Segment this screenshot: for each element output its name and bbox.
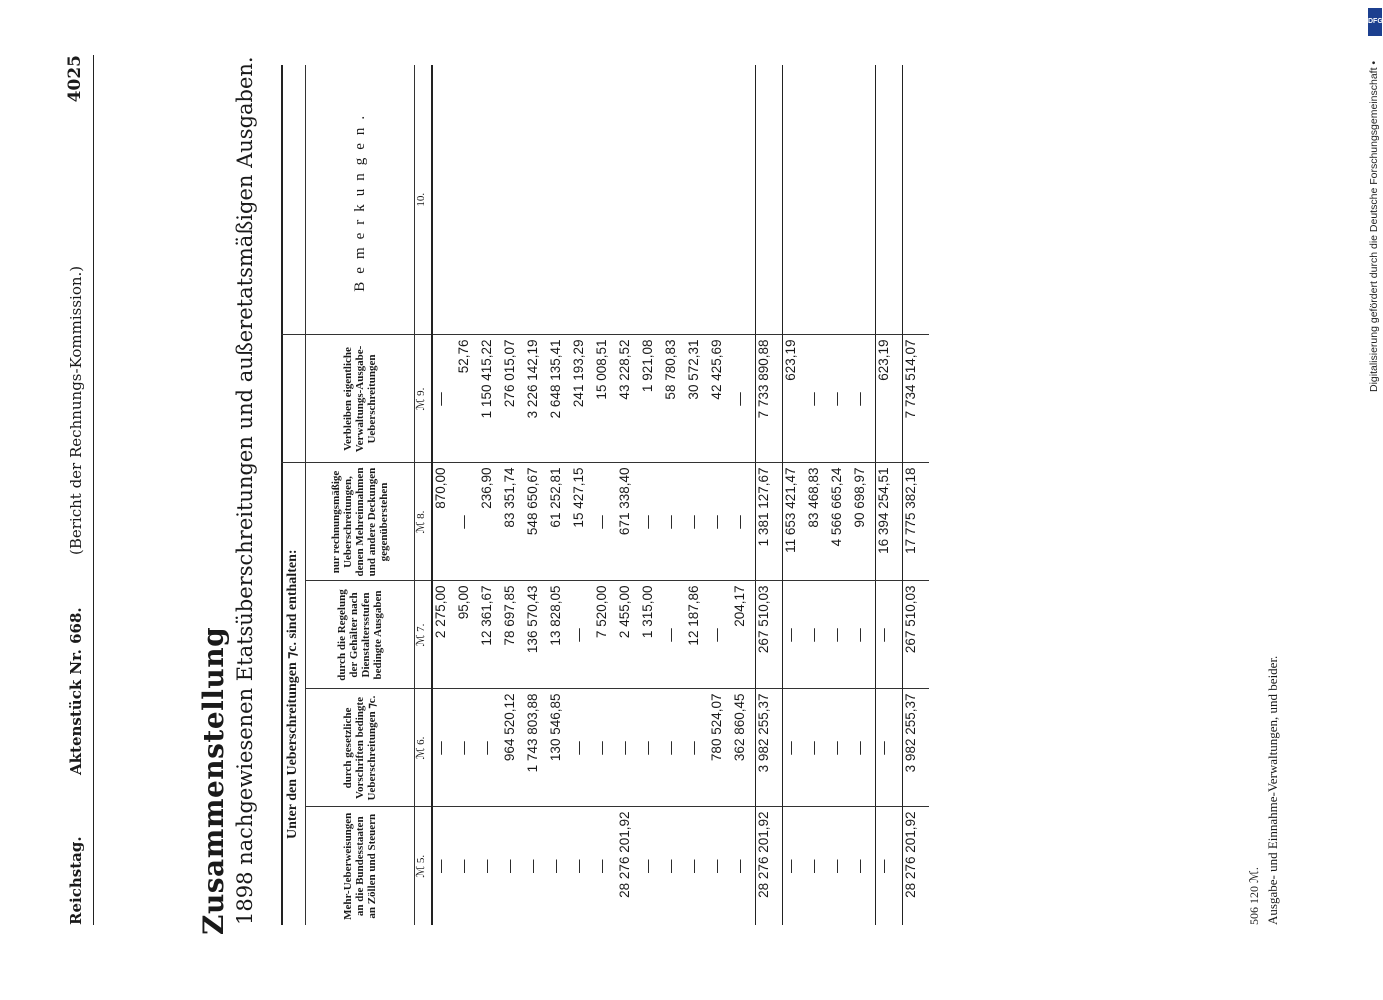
- subtotal-cell: —: [876, 581, 903, 689]
- total-cell: [903, 65, 930, 335]
- table-cell: 276 015,07: [502, 335, 525, 463]
- subtotal-row: [876, 65, 903, 925]
- table-cell: 61 252,81: [548, 463, 571, 581]
- subtotal-cell: —: [876, 689, 903, 807]
- table-cell: —: [852, 335, 876, 463]
- table-cell: 90 698,97: [852, 463, 876, 581]
- subtotal-cell: 3 982 255,37: [756, 689, 783, 807]
- table-cell: 2 648 135,41: [548, 335, 571, 463]
- table-cell: [806, 65, 829, 335]
- table-cell: [617, 65, 640, 335]
- table-cell: 13 828,05: [548, 581, 571, 689]
- running-header: [63, 55, 94, 925]
- table-cell: 30 572,31: [686, 335, 709, 463]
- subtotal-cell: 28 276 201,92: [756, 807, 783, 925]
- table-cell: [479, 65, 502, 335]
- table-cell: 43 228,52: [617, 335, 640, 463]
- table-cell: —: [663, 807, 686, 925]
- table-cell: —: [432, 807, 456, 925]
- table-row: [594, 65, 617, 925]
- header-document: Aktenstück Nr. 668.: [67, 607, 85, 775]
- table-cell: —: [456, 463, 479, 581]
- table-cell: 964 520,12: [502, 689, 525, 807]
- table-cell: —: [594, 689, 617, 807]
- column-header-remarks: Bemerkungen.: [306, 65, 415, 335]
- table-cell: —: [852, 581, 876, 689]
- table-cell: —: [829, 689, 852, 807]
- table-cell: —: [783, 581, 807, 689]
- table-row: [640, 65, 663, 925]
- table-cell: 130 546,85: [548, 689, 571, 807]
- table-cell: 15 427,15: [571, 463, 594, 581]
- table-cell: —: [829, 581, 852, 689]
- subtotal-cell: [876, 65, 903, 335]
- total-cell: 267 510,03: [903, 581, 930, 689]
- table-cell: —: [806, 581, 829, 689]
- total-cell: 28 276 201,92: [903, 807, 930, 925]
- column-header: durch die Regelung der Gehälter nach Dienstaltersstufen bedingte Ausgaben: [306, 581, 415, 689]
- table-cell: —: [548, 807, 571, 925]
- table-cell: 4 566 665,24: [829, 463, 852, 581]
- grand-total-row: [903, 65, 930, 925]
- subtotal-cell: 267 510,03: [756, 581, 783, 689]
- table-cell: 3 226 142,19: [525, 335, 548, 463]
- table-cell: —: [732, 807, 756, 925]
- table-row: [806, 65, 829, 925]
- unit: ℳ: [415, 521, 427, 534]
- table-cell: 12 187,86: [686, 581, 709, 689]
- unit: ℳ: [415, 865, 427, 878]
- table-cell: 362 860,45: [732, 689, 756, 807]
- table-cell: —: [732, 463, 756, 581]
- table-cell: —: [571, 581, 594, 689]
- table-cell: —: [594, 807, 617, 925]
- table-cell: 870,00: [432, 463, 456, 581]
- col-number: 8.: [415, 510, 427, 519]
- footnote-amount: 506 120 ℳ.: [1247, 867, 1261, 925]
- table-cell: —: [829, 807, 852, 925]
- total-cell: 17 775 382,18: [903, 463, 930, 581]
- table-cell: —: [525, 807, 548, 925]
- unit: ℳ: [415, 634, 427, 647]
- table-cell: —: [783, 689, 807, 807]
- table-cell: 204,17: [732, 581, 756, 689]
- subtotal-row: [756, 65, 783, 925]
- col-number: 10.: [415, 192, 427, 207]
- table-cell: 95,00: [456, 581, 479, 689]
- page-subtitle: 1898 nachgewiesenen Etatsüberschreitungen und außeretatsmäßigen Ausgaben.: [233, 56, 257, 925]
- table-cell: [594, 65, 617, 335]
- unit: ℳ: [415, 398, 427, 411]
- total-cell: 7 734 514,07: [903, 335, 930, 463]
- table-cell: 780 524,07: [709, 689, 732, 807]
- table-cell: 1 921,08: [640, 335, 663, 463]
- group-header-blank: [281, 335, 306, 463]
- table-cell: —: [456, 807, 479, 925]
- expenditure-table: [281, 65, 929, 925]
- table-row: [432, 65, 456, 925]
- table-cell: 15 008,51: [594, 335, 617, 463]
- table-row: [617, 65, 640, 925]
- table-row: [525, 65, 548, 925]
- table-cell: 241 193,29: [571, 335, 594, 463]
- table-cell: —: [663, 581, 686, 689]
- subtotal-cell: 7 733 890,88: [756, 335, 783, 463]
- table-cell: [456, 65, 479, 335]
- column-unit: [415, 65, 433, 335]
- table-row: [479, 65, 502, 925]
- table-cell: 671 338,40: [617, 463, 640, 581]
- column-unit: [415, 807, 433, 925]
- col-number: 7.: [415, 623, 427, 632]
- table-cell: 11 653 421,47: [783, 463, 807, 581]
- table-row: [456, 65, 479, 925]
- column-header: durch gesetzliche Vorschriften bedingte Ueberschreitungen ⁊c.: [306, 689, 415, 807]
- table-cell: —: [732, 335, 756, 463]
- column-unit: [415, 689, 433, 807]
- table-cell: —: [663, 689, 686, 807]
- table-cell: 42 425,69: [709, 335, 732, 463]
- table-cell: —: [571, 689, 594, 807]
- table-row: [852, 65, 876, 925]
- header-report: (Bericht der Rechnungs-Kommission.): [67, 265, 85, 555]
- col-number: 6.: [415, 736, 427, 745]
- table-cell: [548, 65, 571, 335]
- table-cell: [432, 65, 456, 335]
- table-cell: —: [829, 335, 852, 463]
- table-cell: —: [456, 689, 479, 807]
- table-cell: 236,90: [479, 463, 502, 581]
- credit-text: Digitalisierung gefördert durch die Deutsche Forschungsgemeinschaft •: [1368, 60, 1380, 392]
- column-unit-row: [415, 65, 433, 925]
- table-cell: —: [806, 807, 829, 925]
- table-cell: [571, 65, 594, 335]
- table-cell: [502, 65, 525, 335]
- column-unit: [415, 463, 433, 581]
- table-cell: [829, 65, 852, 335]
- table-row: [502, 65, 525, 925]
- table-cell: 52,76: [456, 335, 479, 463]
- table-cell: —: [571, 807, 594, 925]
- footnote-note: Ausgabe- und Einnahme-Verwaltungen, und beider.: [1265, 655, 1280, 925]
- table-row: [548, 65, 571, 925]
- table-cell: [640, 65, 663, 335]
- table-row: [686, 65, 709, 925]
- table-cell: [783, 65, 807, 335]
- group-header-blank: [281, 65, 306, 335]
- col-number: 5.: [415, 854, 427, 864]
- table-cell: —: [852, 807, 876, 925]
- table-cell: 136 570,43: [525, 581, 548, 689]
- table-cell: [686, 65, 709, 335]
- table-cell: —: [479, 689, 502, 807]
- column-header: Verbleiben eigentliche Verwaltungs-Ausgabe-Ueberschreitungen: [306, 335, 415, 463]
- table-cell: —: [502, 807, 525, 925]
- page-title: Zusammenstellung: [197, 626, 230, 935]
- table-cell: —: [663, 463, 686, 581]
- column-header-row: [306, 65, 415, 925]
- table-cell: 12 361,67: [479, 581, 502, 689]
- table-row: [732, 65, 756, 925]
- table-cell: 58 780,83: [663, 335, 686, 463]
- table-cell: —: [479, 807, 502, 925]
- table-cell: 28 276 201,92: [617, 807, 640, 925]
- table-cell: 2 275,00: [432, 581, 456, 689]
- table-cell: —: [686, 689, 709, 807]
- table-cell: —: [852, 689, 876, 807]
- column-header: nur rechnungsmäßige Ueberschreitungen, denen Mehreinnahmen und andere Deckungen gegenüberstehen: [306, 463, 415, 581]
- rotated-page-content: [55, 35, 1280, 965]
- subtotal-cell: —: [876, 807, 903, 925]
- subtotal-cell: 16 394 254,51: [876, 463, 903, 581]
- table-cell: —: [640, 689, 663, 807]
- table-cell: 83 468,83: [806, 463, 829, 581]
- table-cell: 1 743 803,88: [525, 689, 548, 807]
- table-cell: 78 697,85: [502, 581, 525, 689]
- header-reichstag: Reichstag.: [67, 836, 85, 925]
- table-row: [829, 65, 852, 925]
- table-cell: —: [806, 689, 829, 807]
- table-cell: —: [783, 807, 807, 925]
- table-cell: —: [432, 689, 456, 807]
- table-cell: —: [806, 335, 829, 463]
- subtotal-cell: [756, 65, 783, 335]
- col-number: 9.: [415, 387, 427, 396]
- table-cell: 7 520,00: [594, 581, 617, 689]
- table-row: [783, 65, 807, 925]
- table-cell: —: [686, 807, 709, 925]
- subtotal-cell: 623,19: [876, 335, 903, 463]
- table-cell: 1 150 415,22: [479, 335, 502, 463]
- table-cell: —: [686, 463, 709, 581]
- page-number: 4025: [65, 55, 85, 103]
- table-body-section-2: [783, 65, 876, 925]
- table-row: [663, 65, 686, 925]
- column-unit: [415, 335, 433, 463]
- column-header: Mehr-Ueberweisungen an die Bundesstaaten an Zöllen und Steuern: [306, 807, 415, 925]
- table-cell: [663, 65, 686, 335]
- table-cell: [732, 65, 756, 335]
- table-cell: —: [432, 335, 456, 463]
- table-row: [571, 65, 594, 925]
- table-cell: 2 455,00: [617, 581, 640, 689]
- group-header: Unter den Ueberschreitungen ⁊c. sind enthalten:: [281, 463, 306, 925]
- table-row: [709, 65, 732, 925]
- total-cell: 3 982 255,37: [903, 689, 930, 807]
- table-cell: 83 351,74: [502, 463, 525, 581]
- table-cell: —: [617, 689, 640, 807]
- table-body-section-1: [432, 65, 756, 925]
- table-cell: —: [709, 463, 732, 581]
- table-cell: —: [640, 463, 663, 581]
- table-cell: —: [709, 581, 732, 689]
- table-cell: 623,19: [783, 335, 807, 463]
- column-unit: [415, 581, 433, 689]
- table-cell: —: [640, 807, 663, 925]
- table-cell: [852, 65, 876, 335]
- table-cell: 548 650,67: [525, 463, 548, 581]
- unit: ℳ: [415, 747, 427, 760]
- table-cell: [525, 65, 548, 335]
- table-cell: 1 315,00: [640, 581, 663, 689]
- table-cell: —: [709, 807, 732, 925]
- table-cell: [709, 65, 732, 335]
- group-header-row: [281, 65, 306, 925]
- dfg-logo: DFG: [1368, 8, 1382, 36]
- subtotal-cell: 1 381 127,67: [756, 463, 783, 581]
- table-cell: —: [594, 463, 617, 581]
